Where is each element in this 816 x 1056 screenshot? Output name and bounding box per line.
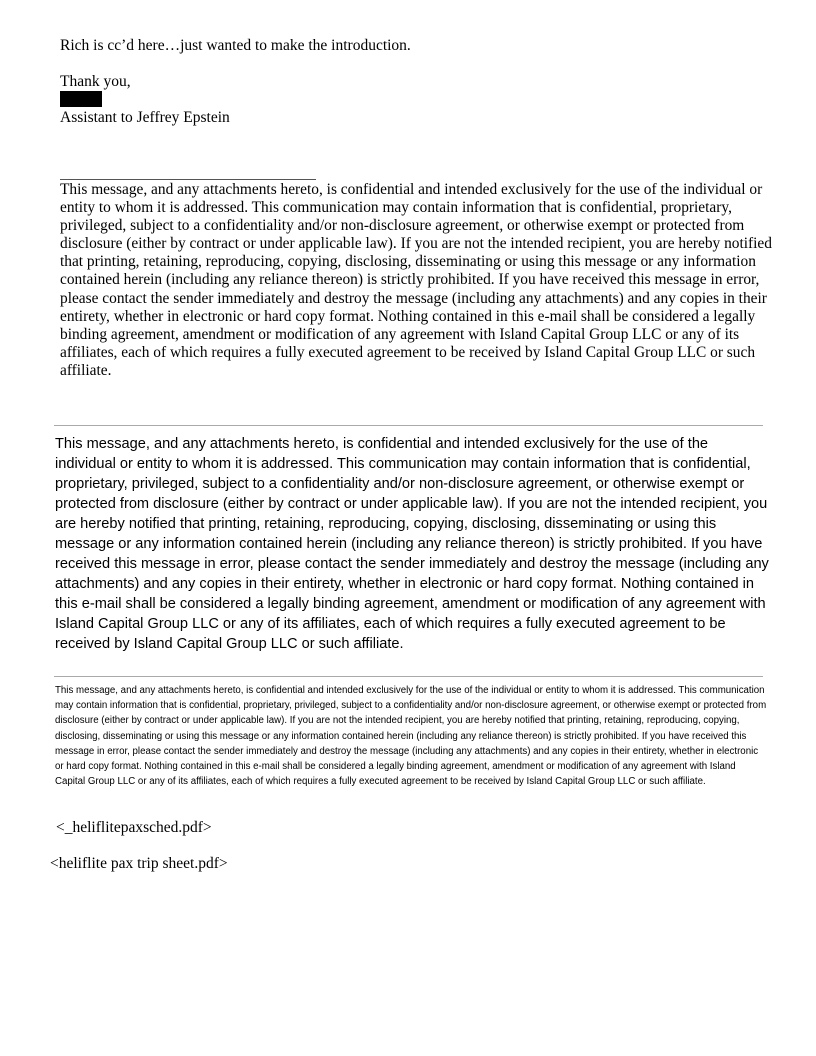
disclaimer-divider-1 [54, 425, 763, 426]
attachment-link-2[interactable]: <heliflite pax trip sheet.pdf> [50, 855, 228, 872]
disclaimer-serif: This message, and any attachments hereto, is confidential and intended exclusively for the use of the individual or entity to whom it is addressed. This communication may contain information that is confidential, proprietary, privileged, subject to a confidentiality and/or non-disclosure agreement, or otherwise exempt or protected from disclosure (either by contract or under applicable law). If you are not the intended recipient, you are hereby notified that printing, retaining, reproducing, copying, disclosing, disseminating or using this message or any information contained herein (including any reliance thereon) is strictly prohibited. If you have received this message in error, please contact the sender immediately and destroy the message (including any attachments) and any copies in their entirety, whether in electronic or hard copy format. Nothing contained in this e-mail shall be considered a legally binding agreement, amendment or modification of any agreement with Island Capital Group LLC or any of its affiliates, each of which requires a fully executed agreement to be received by Island Capital Group LLC or such affiliate. [60, 181, 772, 379]
redacted-name-block [60, 91, 102, 107]
disclaimer-sans-small: This message, and any attachments hereto, is confidential and intended exclusively for the use of the individual or entity to whom it is addressed. This communication may contain information that is confidential, proprietary, privileged, subject to a confidentiality and/or non-disclosure agreement, or otherwise exempt or protected from disclosure (either by contract or under applicable law). If you are not the intended recipient, you are hereby notified that printing, retaining, reproducing, copying, disclosing, disseminating or using this message or any information contained herein (including any reliance thereon) is strictly prohibited. If you have received this message in error, please contact the sender immediately and destroy the message (including any attachments) and any copies in their entirety, whether in electronic or hard copy format. Nothing contained in this e-mail shall be considered a legally binding agreement, amendment or modification of any agreement with Island Capital Group LLC or any of its affiliates, each of which requires a fully executed agreement to be received by Island Capital Group LLC or such affiliate. [55, 685, 767, 788]
signature-divider [60, 179, 316, 180]
email-closing: Thank you, [60, 73, 131, 90]
disclaimer-sans-large: This message, and any attachments hereto, is confidential and intended exclusively for the use of the individual or entity to whom it is addressed. This communication may contain information that is confidential, proprietary, privileged, subject to a confidentiality and/or non-disclosure agreement, or otherwise exempt or protected from disclosure (either by contract or under applicable law). If you are not the intended recipient, you are hereby notified that printing, retaining, reproducing, copying, disclosing, disseminating or using this message or any information contained herein (including any reliance thereon) is strictly prohibited. If you have received this message in error, please contact the sender immediately and destroy the message (including any attachments) and any copies in their entirety, whether in electronic or hard copy format. Nothing contained in this e-mail shall be considered a legally binding agreement, amendment or modification of any agreement with Island Capital Group LLC or any of its affiliates, each of which requires a fully executed agreement to be received by Island Capital Group LLC or such affiliate. [55, 436, 769, 652]
email-intro-line: Rich is cc’d here…just wanted to make the introduction. [60, 37, 411, 54]
attachment-link-1[interactable]: <_heliflitepaxsched.pdf> [56, 819, 212, 836]
disclaimer-divider-2 [54, 676, 763, 677]
email-signature: Assistant to Jeffrey Epstein [60, 109, 230, 126]
